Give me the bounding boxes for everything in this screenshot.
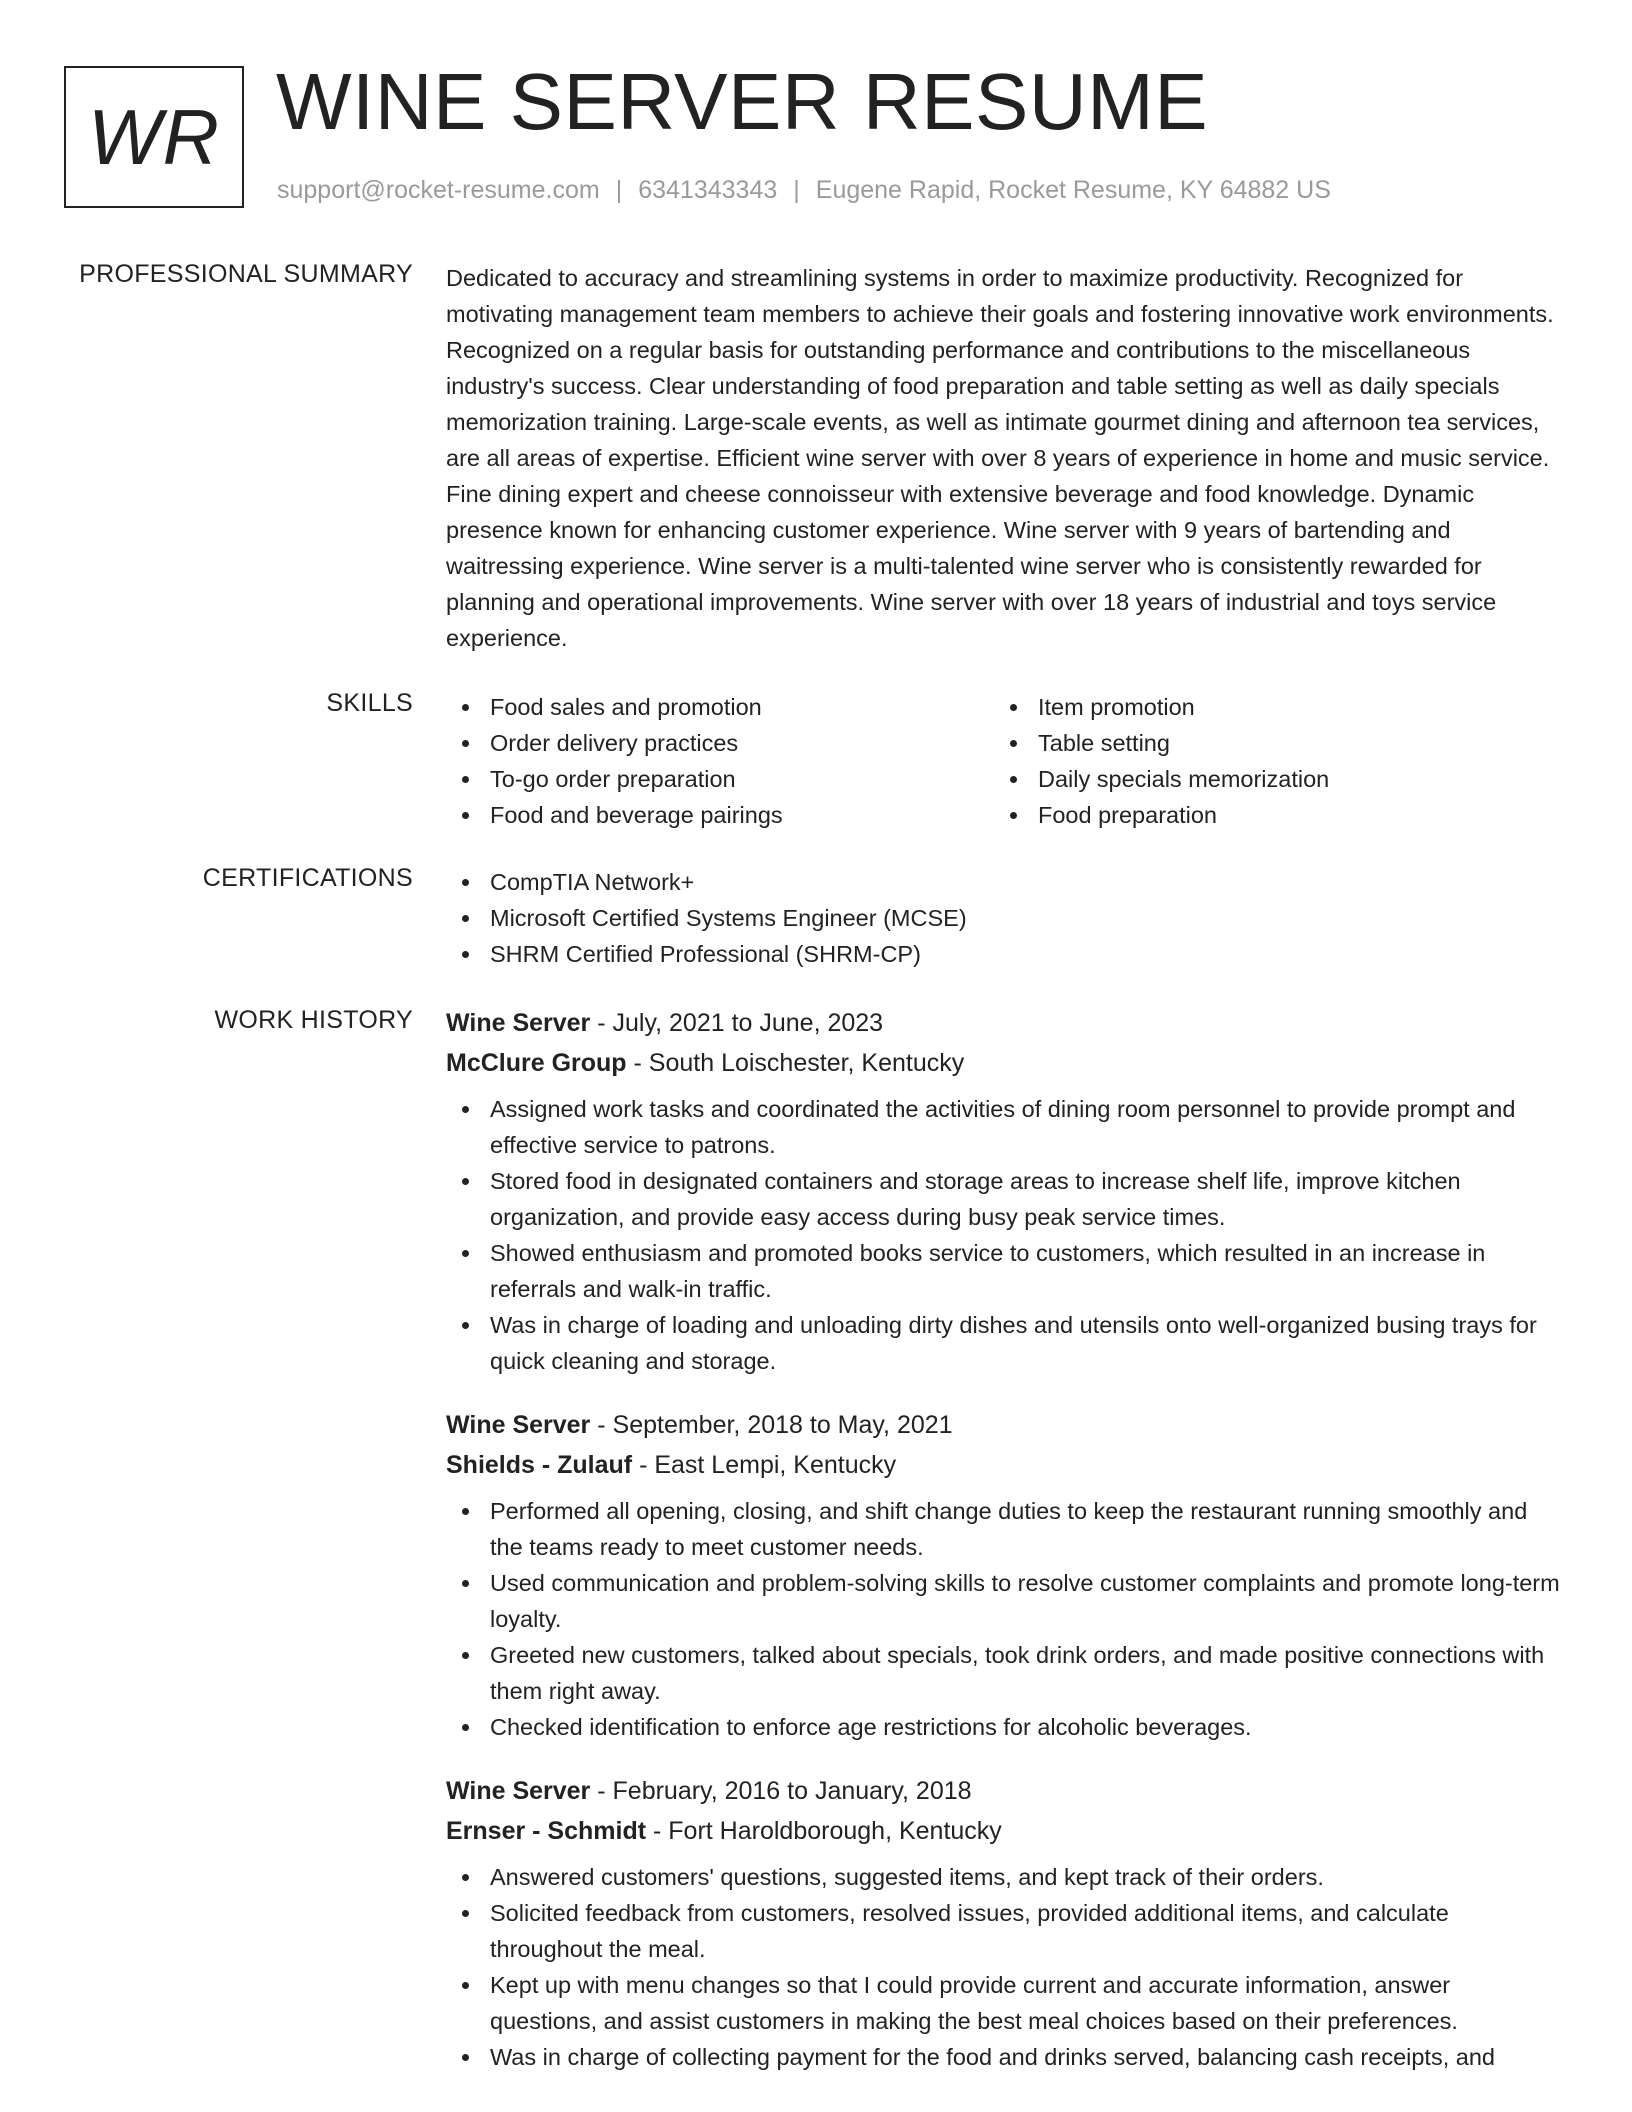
summary-body (446, 260, 1562, 656)
skill-item: Order delivery practices (446, 725, 994, 761)
job-bullet: Kept up with menu changes so that I could provide current and accurate information, answer questions, and assist customers in making the best meal choices based on their preferences. (446, 1967, 1562, 2039)
job-dates: - September, 2018 to May, 2021 (590, 1411, 953, 1439)
section-heading: WORK HISTORY (214, 1006, 413, 1034)
contact-line (277, 176, 1331, 205)
job-company: McClure Group (446, 1049, 627, 1077)
job-company-line (446, 1445, 1562, 1485)
job-bullet: Greeted new customers, talked about specials, took drink orders, and made positive connections with them right away. (446, 1637, 1562, 1709)
skill-item: Food sales and promotion (446, 689, 994, 725)
section-heading: PROFESSIONAL SUMMARY (79, 260, 413, 288)
certification-item: SHRM Certified Professional (SHRM-CP) (446, 936, 1562, 972)
job-entry (446, 1003, 1562, 1379)
job-bullet: Was in charge of loading and unloading dirty dishes and utensils onto well-organized busing trays for quick cleaning and storage. (446, 1307, 1562, 1379)
skill-item: Food and beverage pairings (446, 797, 994, 833)
skill-item: Table setting (994, 725, 1542, 761)
work-history-body (446, 1003, 1562, 2101)
job-bullet-list (446, 1091, 1562, 1379)
contact-address: Eugene Rapid, Rocket Resume, KY 64882 US (815, 176, 1331, 204)
section-heading: SKILLS (326, 689, 413, 717)
skill-item: To-go order preparation (446, 761, 994, 797)
job-bullet: Assigned work tasks and coordinated the activities of dining room personnel to provide prompt and effective service to patrons. (446, 1091, 1562, 1163)
job-bullet: Solicited feedback from customers, resolved issues, provided additional items, and calculate throughout the meal. (446, 1895, 1562, 1967)
monogram-logo: WR (64, 66, 244, 208)
certifications-body (446, 864, 1562, 972)
contact-email[interactable]: support@rocket-resume.com (277, 176, 600, 204)
job-bullet: Showed enthusiasm and promoted books service to customers, which resulted in an increase in referrals and walk-in traffic. (446, 1235, 1562, 1307)
job-company-line (446, 1811, 1562, 1851)
skill-item: Food preparation (994, 797, 1542, 833)
job-entry (446, 1405, 1562, 1745)
job-bullet: Checked identification to enforce age restrictions for alcoholic beverages. (446, 1709, 1562, 1745)
job-bullet-list (446, 1493, 1562, 1745)
certification-item: CompTIA Network+ (446, 864, 1562, 900)
job-title: Wine Server (446, 1009, 591, 1037)
contact-separator: | (615, 176, 623, 204)
section-heading: CERTIFICATIONS (202, 864, 413, 892)
job-title: Wine Server (446, 1411, 591, 1439)
job-bullet: Was in charge of collecting payment for the food and drinks served, balancing cash receipts, and (446, 2039, 1562, 2075)
job-dates: - July, 2021 to June, 2023 (590, 1009, 884, 1037)
job-company-line (446, 1043, 1562, 1083)
job-company: Shields - Zulauf (446, 1451, 633, 1479)
job-bullet: Used communication and problem-solving skills to resolve customer complaints and promote long-term loyalty. (446, 1565, 1562, 1637)
skills-list-right (994, 689, 1542, 833)
job-location: - South Loischester, Kentucky (626, 1049, 965, 1077)
resume-title: WINE SERVER RESUME (276, 57, 1209, 146)
job-title-line (446, 1405, 1562, 1445)
summary-text: Dedicated to accuracy and streamlining systems in order to maximize productivity. Recognized for motivating management team members to achieve their goals and fostering innovative work environments. Recognized on a regular basis for outstanding performance and contributions to the miscellaneous industry's success. Clear understanding of food preparation and table setting as well as daily specials memorization training. Large-scale events, as well as intimate gourmet dining and afternoon tea services, are all areas of expertise. Efficient wine server with over 8 years of experience in home and music service. Fine dining expert and cheese connoisseur with extensive beverage and food knowledge. Dynamic presence known for enhancing customer experience. Wine server with 9 years of bartending and waitressing experience. Wine server is a multi-talented wine server who is consistently rewarded for planning and operational improvements. Wine server with over 18 years of industrial and toys service experience. (446, 265, 1554, 651)
contact-separator: | (793, 176, 800, 204)
skills-body (446, 689, 1562, 833)
job-entry (446, 1771, 1562, 2075)
job-title: Wine Server (446, 1777, 591, 1805)
contact-phone[interactable]: 6341343343 (638, 176, 778, 204)
job-location: - East Lempi, Kentucky (632, 1451, 897, 1479)
job-bullet: Performed all opening, closing, and shift change duties to keep the restaurant running smoothly and the teams ready to meet customer needs. (446, 1493, 1562, 1565)
job-bullet: Stored food in designated containers and storage areas to increase shelf life, improve kitchen organization, and provide easy access during busy peak service times. (446, 1163, 1562, 1235)
job-title-line (446, 1003, 1562, 1043)
job-dates: - February, 2016 to January, 2018 (590, 1777, 972, 1805)
certifications-list (446, 864, 1562, 972)
job-bullet: Answered customers' questions, suggested items, and kept track of their orders. (446, 1859, 1562, 1895)
skill-item: Item promotion (994, 689, 1542, 725)
job-title-line (446, 1771, 1562, 1811)
skills-list-left (446, 689, 994, 833)
job-bullet-list (446, 1859, 1562, 2075)
skill-item: Daily specials memorization (994, 761, 1542, 797)
job-location: - Fort Haroldborough, Kentucky (646, 1817, 1002, 1845)
job-company: Ernser - Schmidt (446, 1817, 647, 1845)
certification-item: Microsoft Certified Systems Engineer (MCSE) (446, 900, 1562, 936)
